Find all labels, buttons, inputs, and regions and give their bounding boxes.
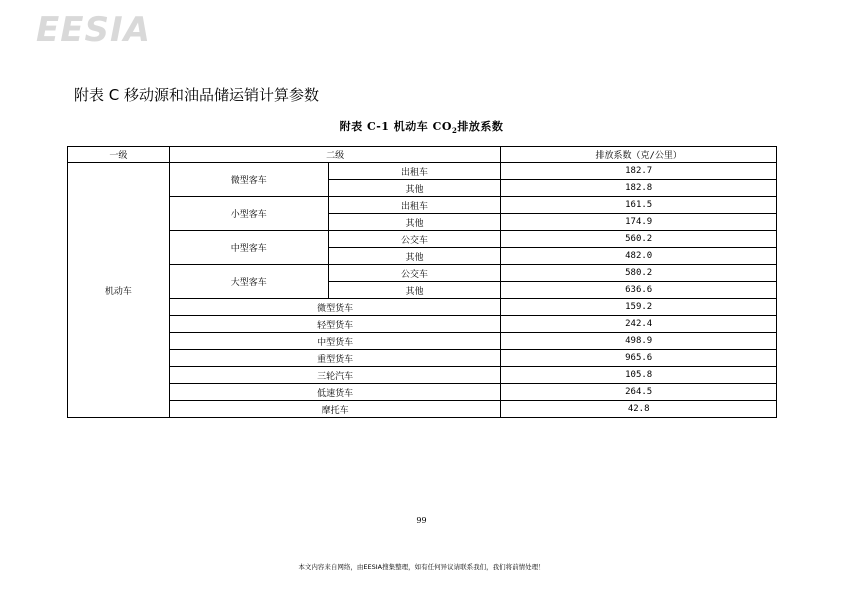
vehicle-subtype-cell: 其他 [328,180,501,197]
table-row [68,299,777,316]
emission-factor-cell: 560.2 [501,231,777,248]
vehicle-type-cell: 三轮汽车 [169,367,501,384]
page-number: 99 [416,516,427,525]
header-level2: 二级 [169,147,501,163]
emission-factor-cell: 174.9 [501,214,777,231]
emission-factor-table [67,146,777,418]
emission-factor-cell: 42.8 [501,401,777,418]
vehicle-subtype-cell: 公交车 [328,231,501,248]
table-row [68,163,777,180]
eesia-logo: EESIA [36,10,151,50]
emission-factor-cell: 161.5 [501,197,777,214]
table-title-subscript: 2 [451,126,458,136]
vehicle-type-cell: 轻型货车 [169,316,501,333]
header-level1: 一级 [68,147,170,163]
table-row [68,401,777,418]
vehicle-subtype-cell: 其他 [328,248,501,265]
vehicle-subtype-cell: 出租车 [328,197,501,214]
table-title-prefix: 附表 C-1 机动车 CO [339,120,452,133]
emission-factor-cell: 498.9 [501,333,777,350]
emission-factor-cell: 482.0 [501,248,777,265]
emission-factor-cell: 580.2 [501,265,777,282]
table-title [0,118,843,135]
vehicle-type-cell: 小型客车 [169,197,328,231]
table-row [68,265,777,282]
vehicle-type-cell: 中型货车 [169,333,501,350]
emission-factor-cell: 242.4 [501,316,777,333]
vehicle-subtype-cell: 其他 [328,282,501,299]
footer-notice: 本文内容来自网络，由EESIA搜集整理，如有任何异议请联系我们，我们将前情处理！ [298,563,545,571]
emission-factor-cell: 264.5 [501,384,777,401]
vehicle-type-cell: 低速货车 [169,384,501,401]
vehicle-type-cell: 微型货车 [169,299,501,316]
header-row [68,147,777,163]
vehicle-type-cell: 重型货车 [169,350,501,367]
section-title: 附表 C 移动源和油品储运销计算参数 [74,86,320,104]
header-factor: 排放系数（克/公里） [501,147,777,163]
emission-factor-cell: 636.6 [501,282,777,299]
emission-factor-cell: 105.8 [501,367,777,384]
vehicle-subtype-cell: 出租车 [328,163,501,180]
table-row [68,231,777,248]
emission-factor-cell: 159.2 [501,299,777,316]
vehicle-type-cell: 微型客车 [169,163,328,197]
table-row [68,350,777,367]
vehicle-type-cell: 中型客车 [169,231,328,265]
level1-cell: 机动车 [68,163,170,418]
table-row [68,197,777,214]
table-title-suffix: 排放系数 [457,120,504,133]
table-body [68,163,777,418]
table-row [68,333,777,350]
emission-factor-cell: 182.8 [501,180,777,197]
vehicle-type-cell: 摩托车 [169,401,501,418]
table-row [68,316,777,333]
emission-factor-cell: 182.7 [501,163,777,180]
vehicle-subtype-cell: 其他 [328,214,501,231]
vehicle-type-cell: 大型客车 [169,265,328,299]
table-row [68,384,777,401]
emission-factor-cell: 965.6 [501,350,777,367]
table-row [68,367,777,384]
vehicle-subtype-cell: 公交车 [328,265,501,282]
